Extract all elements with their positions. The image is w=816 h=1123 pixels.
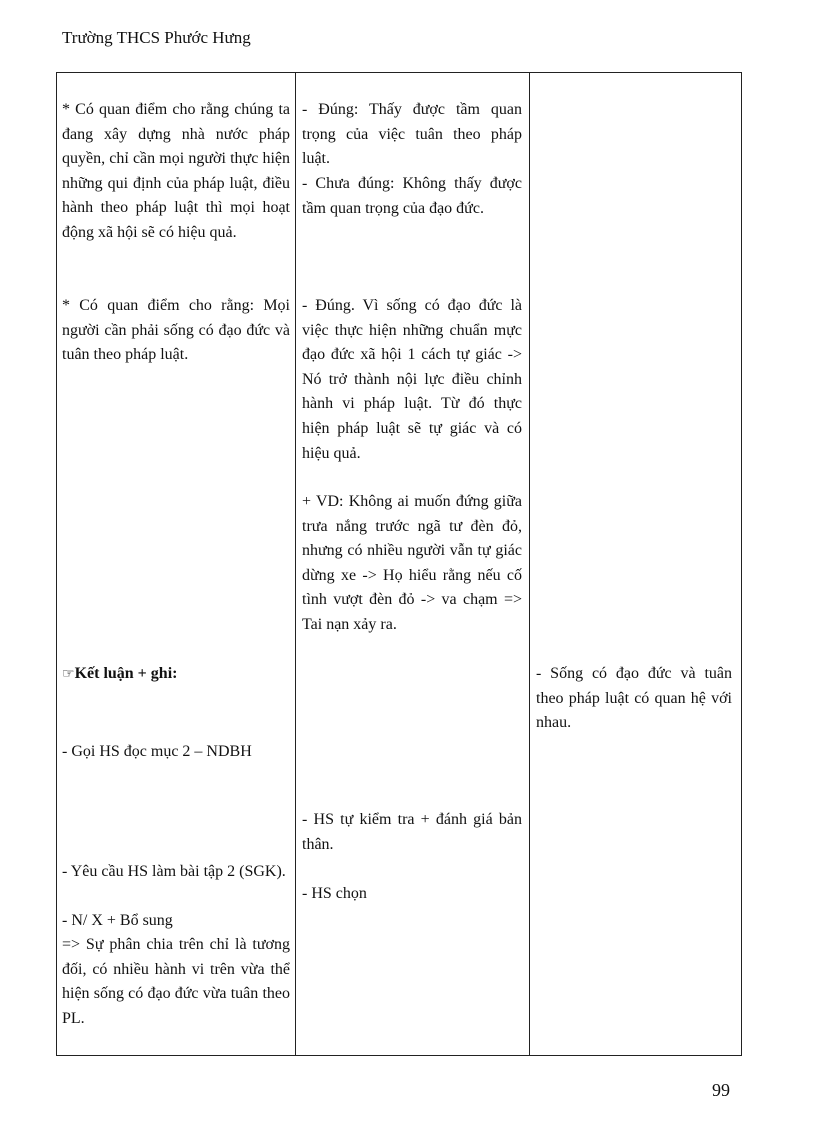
student-choice-text: - HS chọn bbox=[302, 885, 367, 902]
conclusion-label: Kết luận + ghi: bbox=[74, 665, 178, 682]
conclusion-heading bbox=[62, 662, 290, 687]
answer-2-explanation: - Đúng. Vì sống có đạo đức là việc thực hiện những chuẩn mực đạo đức xã hội 1 cách tự giác -> Nó trở thành nội lực điều chỉnh hành vi pháp luật. Từ đó thực hiện pháp luật sẽ tự giác và có hiệu quả. bbox=[302, 297, 522, 462]
school-name: Trường THCS Phước Hưng bbox=[62, 28, 251, 47]
comment-supplement: - N/ X + Bổ sung bbox=[62, 912, 173, 929]
column-divider-1 bbox=[295, 72, 296, 1056]
viewpoint-2-text: * Có quan điểm cho rằng: Mọi người cần phải sống có đạo đức và tuân theo pháp luật. bbox=[62, 297, 290, 364]
page-number: 99 bbox=[712, 1080, 730, 1100]
pointing-hand-icon: ☞ bbox=[62, 666, 75, 682]
classification-note: => Sự phân chia trên chỉ là tương đối, có nhiều hành vi trên vừa thể hiện sống có đạo đức vừa tuân theo PL. bbox=[62, 936, 290, 1027]
answer-1-incorrect: - Chưa đúng: Không thấy được tầm quan trọng của đạo đức. bbox=[302, 175, 522, 217]
exercise-instruction: - Yêu cầu HS làm bài tập 2 (SGK). bbox=[62, 863, 286, 880]
viewpoint-1-text: * Có quan điểm cho rằng chúng ta đang xây dựng nhà nước pháp quyền, chỉ cần mọi người thực hiện những qui định của pháp luật, điều hành theo pháp luật thì mọi hoạt động xã hội sẽ có hiệu quả. bbox=[62, 101, 290, 241]
read-section-instruction: - Gọi HS đọc mục 2 – NDBH bbox=[62, 743, 252, 760]
self-assessment-text: - HS tự kiểm tra + đánh giá bản thân. bbox=[302, 811, 522, 853]
answer-1-correct: - Đúng: Thấy được tầm quan trọng của việc tuân theo pháp luật. bbox=[302, 101, 522, 168]
column-divider-2 bbox=[529, 72, 530, 1056]
answer-2-example: + VD: Không ai muốn đứng giữa trưa nắng trước ngã tư đèn đỏ, nhưng có nhiều người vẫn tự giác dừng xe -> Họ hiểu rằng nếu cố tình vượt đèn đỏ -> va chạm => Tai nạn xảy ra. bbox=[302, 493, 522, 633]
summary-note: - Sống có đạo đức và tuân theo pháp luật có quan hệ với nhau. bbox=[536, 665, 732, 732]
